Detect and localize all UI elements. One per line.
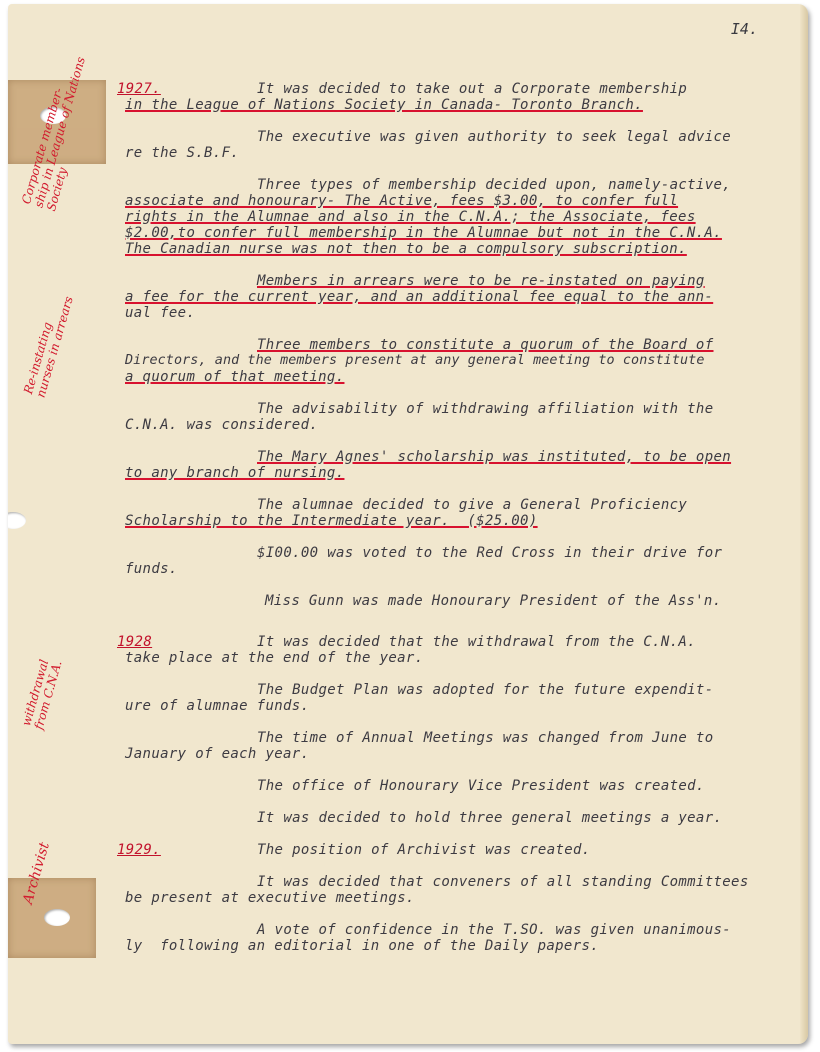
margin-note-withdrawal: withdrawal from C.N.A. — [19, 657, 65, 732]
punch-hole-middle — [8, 512, 26, 529]
text-line: in the League of Nations Society in Canada- Toronto Branch. — [125, 97, 643, 113]
text-line: take place at the end of the year. — [125, 650, 424, 666]
text-line: It was decided that the withdrawal from the C.N.A. — [257, 634, 696, 650]
text-line: A vote of confidence in the T.SO. was given unanimous- — [257, 922, 732, 938]
text-line: rights in the Alumnae and also in the C.N.A.; the Associate, fees — [125, 209, 696, 225]
page-number: I4. — [730, 20, 758, 38]
typed-page — [8, 4, 808, 1044]
text-line: a quorum of that meeting. — [125, 369, 345, 385]
text-line: to any branch of nursing. — [125, 465, 345, 481]
text-line: $I00.00 was voted to the Red Cross in their drive for — [257, 545, 723, 561]
text-line: It was decided to take out a Corporate membership — [257, 81, 688, 97]
text-line: ure of alumnae funds. — [125, 698, 310, 714]
text-line: The advisability of withdrawing affiliation with the — [257, 401, 714, 417]
text-line: C.N.A. was considered. — [125, 417, 319, 433]
punch-hole-bottom — [44, 909, 70, 926]
text-line: January of each year. — [125, 746, 310, 762]
text-line: $2.00,to confer full membership in the Alumnae but not in the C.N.A. — [125, 225, 722, 241]
text-line: Three types of membership decided upon, namely-active, — [257, 177, 732, 193]
text-line: The position of Archivist was created. — [257, 842, 591, 858]
text-line: be present at executive meetings. — [125, 890, 415, 906]
text-line: The Mary Agnes' scholarship was instituted, to be open — [257, 449, 732, 465]
text-line: The office of Honourary Vice President was created. — [257, 778, 705, 794]
text-line: Directors, and the members present at any general meeting to constitute — [125, 353, 705, 368]
text-line: re the S.B.F. — [125, 145, 240, 161]
text-line: The Budget Plan was adopted for the future expendit- — [257, 682, 714, 698]
text-line: Members in arrears were to be re-instated on paying — [257, 273, 705, 289]
text-line: The Canadian nurse was not then to be a compulsory subscription. — [125, 241, 687, 257]
margin-note-reinstating: Re-instating nurses in arrears — [21, 294, 76, 400]
text-line: associate and honourary- The Active, fees $3.00, to confer full — [125, 193, 679, 209]
text-line: ly following an editorial in one of the Daily papers. — [125, 938, 600, 954]
text-line: funds. — [125, 561, 178, 577]
text-line: It was decided that conveners of all standing Committees — [257, 874, 749, 890]
text-line: Three members to constitute a quorum of the Board of — [257, 337, 714, 353]
text-line: The executive was given authority to seek legal advice — [257, 129, 732, 145]
year-heading-1927: 1927. — [117, 81, 161, 97]
text-line: Scholarship to the Intermediate year. ($25.00) — [125, 513, 538, 529]
text-line: a fee for the current year, and an additional fee equal to the ann- — [125, 289, 714, 305]
text-line: The time of Annual Meetings was changed from June to — [257, 730, 714, 746]
year-heading-1928: 1928 — [117, 634, 153, 650]
text-line: Miss Gunn was made Honourary President of the Ass'n. — [265, 593, 722, 609]
page-edge-curl — [800, 4, 808, 1044]
text-line: It was decided to hold three general meetings a year. — [257, 810, 723, 826]
text-line: The alumnae decided to give a General Proficiency — [257, 497, 688, 513]
margin-note-archivist: Archivist — [20, 840, 53, 906]
year-heading-1929: 1929. — [117, 842, 161, 858]
margin-note-corporate-membership: Corporate member- ship in League of Nations Society — [19, 55, 89, 213]
text-line: ual fee. — [125, 305, 196, 321]
